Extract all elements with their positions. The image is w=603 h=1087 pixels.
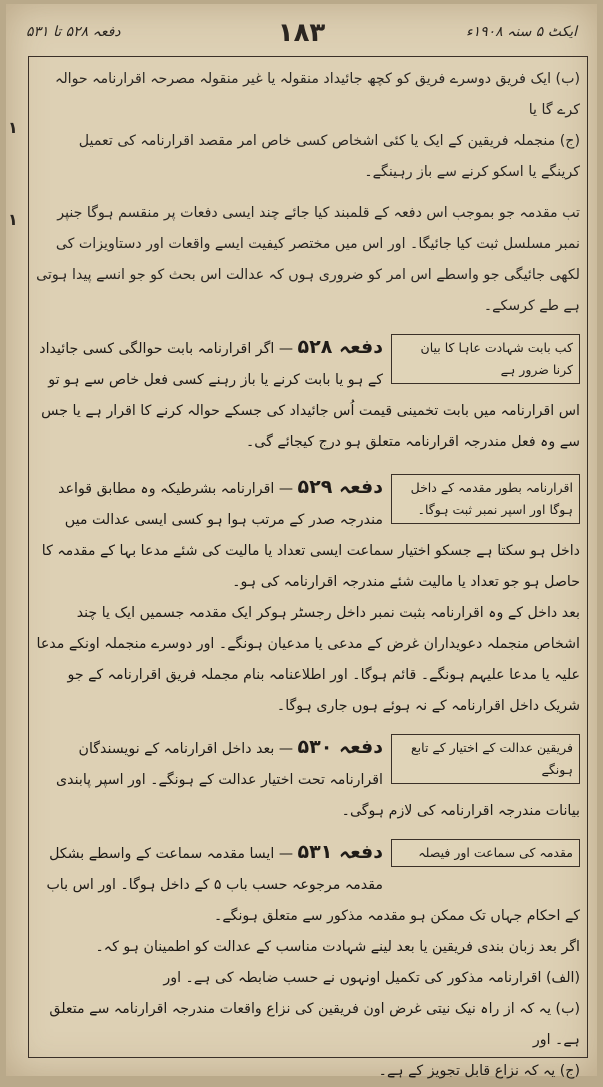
page-number: ۱۸۳ xyxy=(277,18,326,48)
section-text-531: ایسا مقدمہ سماعت کے واسطے بشکل مقدمہ مرجوعہ حسب باب ۵ کے داخل ہوگا۔ اور اس باب کے احکام جہاں تک ممکن ہو مقدمہ مذکور سے متعلق ہونگے۔ xyxy=(46,846,580,924)
statement-paragraph: تب مقدمہ جو بموجب اس دفعہ کے قلمبند کیا جائے چند ایسی دفعات پر منقسم ہوگا جنپر نمبر مسلسل ثبت کیا جائیگا۔ اور اس میں مختصر کیفیت ایسے واقعات اور دستاویزات کی لکھی جائیگی جو واسطے اس امر کو ضروری ہوں کہ عدالت اس بحث کو جو انسے پیدا ہوتی ہے طے کرسکے۔ xyxy=(36,205,580,314)
section-heading-531: دفعہ ۵۳۱ xyxy=(297,841,383,863)
margin-mark-two: ۱ xyxy=(8,210,18,229)
margin-note-531: مقدمہ کی سماعت اور فیصلہ xyxy=(391,839,580,867)
section-heading-528: دفعہ ۵۲۸ xyxy=(297,336,383,358)
page-header xyxy=(26,18,577,52)
section-530: فریقین عدالت کے اختیار کے تابع ہونگے دفعہ ۵۳۰ — بعد داخل اقرارنامہ کے نویسندگان اقرارنامہ تحت اختیار عدالت کے ہونگے۔ اور اسپر پابندی بیانات مندرجہ اقرارنامہ کی لازم ہوگی۔ xyxy=(56,736,580,819)
clause-jeem: (ج) یہ کہ نزاع قابل تجویز کے ہے۔ xyxy=(378,1063,580,1079)
section-range: دفعہ ۵۲۸ تا ۵۳۱ xyxy=(26,24,121,40)
section-text-528: اگر اقرارنامہ بابت حوالگی کسی جائیداد کے ہو یا بابت کرنے یا باز رہنے کسی فعل خاص سے ہو تو اس اقرارنامہ میں بابت تخمینی قیمت اُس جائیداد کی جسکے حوالہ کرنے کا اقرار ہے یا جس سے وہ فعل مندرجہ اقرارنامہ متعلق ہو درج کیجائے گی۔ xyxy=(39,341,580,450)
clause-b: (ب) ایک فریق دوسرے فریق کو کچھ جائیداد منقولہ یا غیر منقولہ مصرحہ اقرارنامہ حوالہ کرے گا یا xyxy=(55,71,580,118)
margin-note-528: کب بابت شہادت عاہا کا بیان کرنا ضرور ہے xyxy=(391,334,580,384)
act-reference: ایکٹ ۵ سنہ ۱۹۰۸ء xyxy=(466,24,577,40)
section-text-529: اقرارنامہ بشرطیکہ وہ مطابق قواعد مندرجہ صدر کے مرتب ہوا ہو کسی ایسی عدالت میں داخل ہو سکتا ہے جسکو اختیار سماعت ایسی تعداد یا مالیت کی شئے مدعا بہا کے مقدمہ کا حاصل ہو جو تعداد یا مالیت شئے مندرجہ اقرارنامہ کی ہو۔ xyxy=(41,481,580,590)
section-528: کب بابت شہادت عاہا کا بیان کرنا ضرور ہے دفعہ ۵۲۸ — اگر اقرارنامہ بابت حوالگی کسی جائیداد کے ہو یا بابت کرنے یا باز رہنے کسی فعل خاص سے ہو تو اس اقرارنامہ میں بابت تخمینی قیمت اُس جائیداد کی جسکے حوالہ کرنے کا اقرار ہے یا جس سے وہ فعل مندرجہ اقرارنامہ متعلق ہو درج کیجائے گی۔ xyxy=(39,336,580,450)
clause-be: (ب) یہ کہ از راہ نیک نیتی غرض اون فریقین کی نزاع واقعات مندرجہ اقرارنامہ سے متعلق ہے۔ اور xyxy=(49,1001,580,1048)
section-heading-530: دفعہ ۵۳۰ xyxy=(297,736,383,758)
margin-note-530: فریقین عدالت کے اختیار کے تابع ہونگے xyxy=(391,734,580,784)
section-531: مقدمہ کی سماعت اور فیصلہ دفعہ ۵۳۱ — ایسا مقدمہ سماعت کے واسطے بشکل مقدمہ مرجوعہ حسب باب ۵ کے داخل ہوگا۔ اور اس باب کے احکام جہاں تک ممکن ہو مقدمہ مذکور سے متعلق ہونگے۔ xyxy=(46,841,580,924)
clause-j: (ج) منجملہ فریقین کے ایک یا کئی اشخاص کسی خاص امر مقصد اقرارنامہ کی تعمیل کرینگے یا اسکو کرنے سے باز رہینگے۔ xyxy=(78,133,580,180)
clause-alif: (الف) اقرارنامہ مذکور کی تکمیل اونہوں نے حسب ضابطہ کی ہے۔ اور xyxy=(163,970,580,986)
section-heading-529: دفعہ ۵۲۹ xyxy=(297,476,383,498)
page-body xyxy=(36,64,580,1079)
margin-mark-one: ۱ xyxy=(8,118,18,137)
margin-note-529: اقرارنامہ بطور مقدمہ کے داخل ہوگا اور اسپر نمبر ثبت ہوگا۔ xyxy=(391,474,580,524)
section-text-530: بعد داخل اقرارنامہ کے نویسندگان اقرارنامہ تحت اختیار عدالت کے ہونگے۔ اور اسپر پابندی بیانات مندرجہ اقرارنامہ کی لازم ہوگی۔ xyxy=(56,741,580,819)
section-529-continuation: بعد داخل کے وہ اقرارنامہ بثبت نمبر داخل رجسٹر ہوکر ایک مقدمہ جسمیں ایک یا چند اشخاص منجملہ دعویداران غرض کے مدعی یا مدعیان ہونگے۔ اور دوسرے منجملہ اونکے مدعا علیہ یا مدعا علیہم ہونگے۔ قائم ہوگا۔ اور اطلاعنامہ بنام مجملہ فریق اقرارنامہ کے جو شریک داخل اقرارنامہ کے نہ ہوئے ہوں جاری ہوگا۔ xyxy=(36,605,580,714)
section-531-continuation: اگر بعد زبان بندی فریقین یا بعد لینے شہادت مناسب کے عدالت کو اطمینان ہو کہ۔ xyxy=(95,939,580,955)
section-529: اقرارنامہ بطور مقدمہ کے داخل ہوگا اور اسپر نمبر ثبت ہوگا۔ دفعہ ۵۲۹ — اقرارنامہ بشرطیکہ وہ مطابق قواعد مندرجہ صدر کے مرتب ہوا ہو کسی ایسی عدالت میں داخل ہو سکتا ہے جسکو اختیار سماعت ایسی تعداد یا مالیت کی شئے مدعا بہا کے مقدمہ کا حاصل ہو جو تعداد یا مالیت شئے مندرجہ اقرارنامہ کی ہو۔ xyxy=(41,476,580,590)
